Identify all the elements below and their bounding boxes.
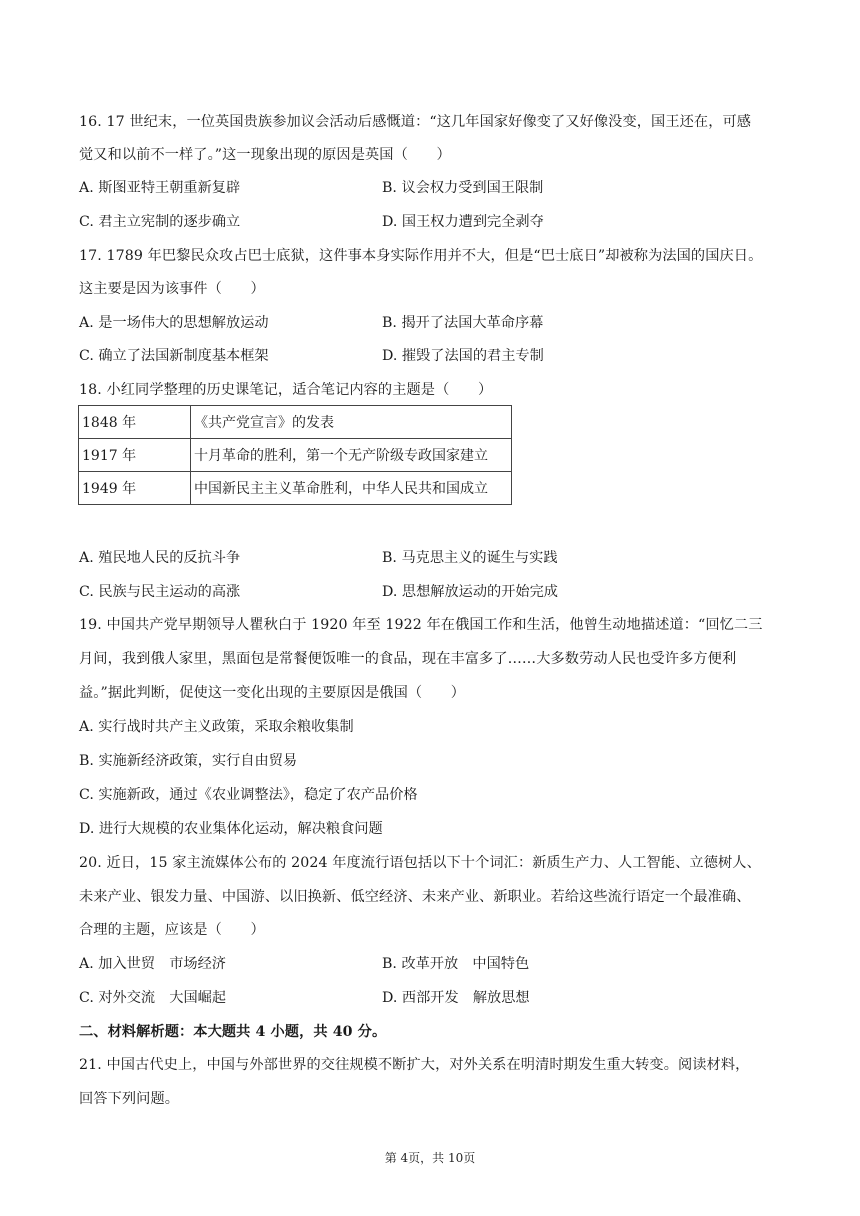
table-row — [79, 472, 512, 505]
table-row — [79, 439, 512, 472]
q17-stem-line1: 17. 1789 年巴黎民众攻占巴士底狱，这件事本身实际作用并不大，但是“巴士底日”却被称为法国的国庆日。 — [79, 248, 763, 264]
q20-option-a: A. 加入世贸 市场经济 — [79, 956, 226, 972]
q20-stem-line1: 20. 近日，15 家主流媒体公布的 2024 年度流行语包括以下十个词汇：新质生产力、人工智能、立德树人、 — [79, 855, 761, 871]
q17-stem-line2: 这主要是因为该事件（ ） — [79, 281, 265, 297]
q16-option-b: B. 议会权力受到国王限制 — [382, 180, 544, 196]
q16-option-a: A. 斯图亚特王朝重新复辟 — [79, 180, 241, 196]
q16-stem-line2: 觉又和以前不一样了。”这一现象出现的原因是英国（ ） — [79, 147, 451, 163]
q21-stem-line2: 回答下列问题。 — [79, 1091, 180, 1107]
q18-option-c: C. 民族与民主运动的高涨 — [79, 584, 241, 600]
q16-stem-line1: 16. 17 世纪末，一位英国贵族参加议会活动后感慨道：“这几年国家好像变了又好像没变，国王还在，可感 — [79, 114, 752, 130]
table-cell-event: 《共产党宣言》的发表 — [191, 406, 512, 439]
history-notes-table — [78, 405, 512, 505]
q19-stem-line3: 益。”据此判断，促使这一变化出现的主要原因是俄国（ ） — [79, 685, 466, 701]
q17-option-d: D. 摧毁了法国的君主专制 — [382, 348, 544, 364]
table-cell-year: 1848 年 — [79, 406, 191, 439]
q19-option-c: C. 实施新政，通过《农业调整法》，稳定了农产品价格 — [79, 787, 418, 803]
q20-option-d: D. 西部开发 解放思想 — [382, 990, 530, 1006]
table-cell-year: 1949 年 — [79, 472, 191, 505]
q21-stem-line1: 21. 中国古代史上，中国与外部世界的交往规模不断扩大，对外关系在明清时期发生重大转变。阅读材料， — [79, 1057, 750, 1073]
table-cell-event: 中国新民主主义革命胜利，中华人民共和国成立 — [191, 472, 512, 505]
q17-option-c: C. 确立了法国新制度基本框架 — [79, 348, 269, 364]
section-heading: 二、材料解析题：本大题共 4 小题，共 40 分。 — [79, 1024, 387, 1040]
table-cell-year: 1917 年 — [79, 439, 191, 472]
q18-stem-line1: 18. 小红同学整理的历史课笔记，适合笔记内容的主题是（ ） — [79, 382, 493, 398]
q18-option-d: D. 思想解放运动的开始完成 — [382, 584, 558, 600]
q19-option-d: D. 进行大规模的农业集体化运动，解决粮食问题 — [79, 821, 383, 837]
table-row — [79, 406, 512, 439]
q20-stem-line3: 合理的主题，应该是（ ） — [79, 922, 265, 938]
q16-option-c: C. 君主立宪制的逐步确立 — [79, 214, 241, 230]
q19-option-b: B. 实施新经济政策，实行自由贸易 — [79, 753, 298, 769]
q19-stem-line2: 月间，我到俄人家里，黑面包是常餐便饭唯一的食品，现在丰富多了……大多数劳动人民也受许多方便利 — [79, 651, 737, 667]
page-number: 第 4页，共 10页 — [384, 1151, 476, 1165]
q18-option-b: B. 马克思主义的诞生与实践 — [382, 550, 558, 566]
q17-option-b: B. 揭开了法国大革命序幕 — [382, 315, 544, 331]
q20-option-b: B. 改革开放 中国特色 — [382, 956, 530, 972]
q20-stem-line2: 未来产业、银发力量、中国游、以旧换新、低空经济、未来产业、新职业。若给这些流行语定一个最准确、 — [79, 889, 751, 905]
q16-option-d: D. 国王权力遭到完全剥夺 — [382, 214, 544, 230]
table-cell-event: 十月革命的胜利，第一个无产阶级专政国家建立 — [191, 439, 512, 472]
q19-option-a: A. 实行战时共产主义政策，采取余粮收集制 — [79, 719, 354, 735]
q20-option-c: C. 对外交流 大国崛起 — [79, 990, 227, 1006]
q17-option-a: A. 是一场伟大的思想解放运动 — [79, 315, 269, 331]
q19-stem-line1: 19. 中国共产党早期领导人瞿秋白于 1920 年至 1922 年在俄国工作和生活，他曾生动地描述道：“回忆二三 — [79, 617, 763, 633]
q18-option-a: A. 殖民地人民的反抗斗争 — [79, 550, 241, 566]
